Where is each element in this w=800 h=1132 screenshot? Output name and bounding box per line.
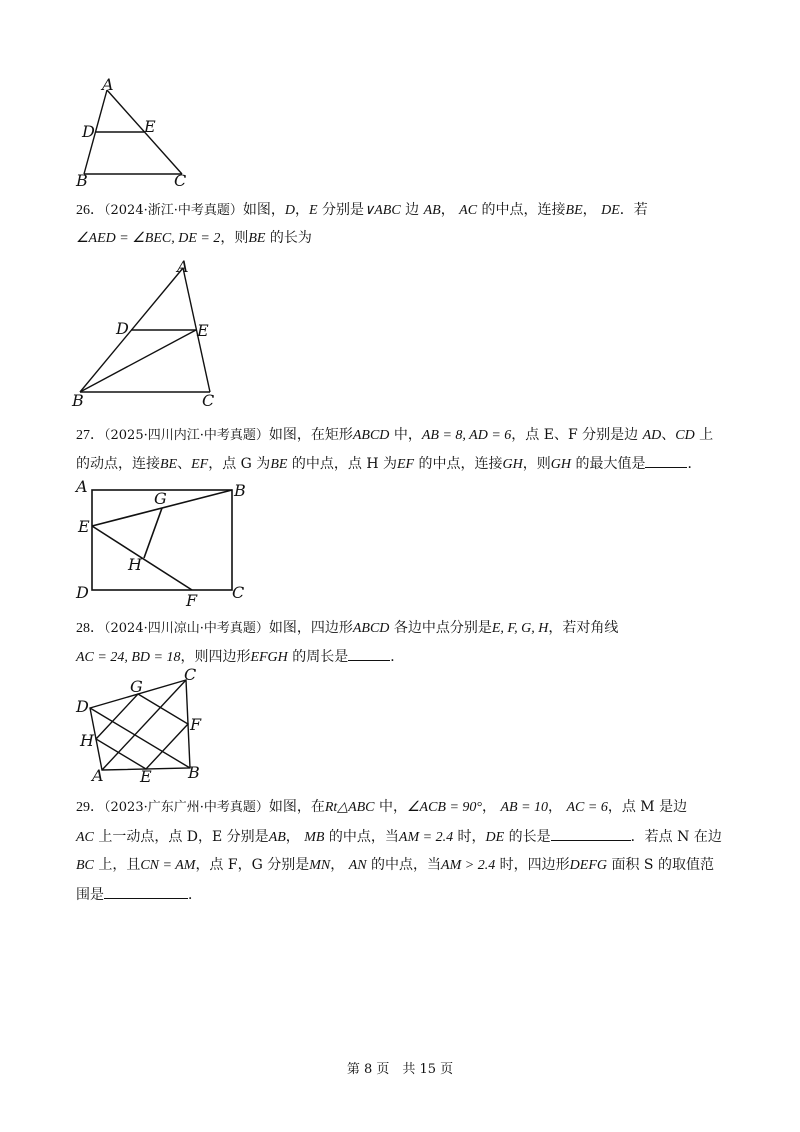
- label-a: A: [76, 478, 88, 496]
- text: 的中点，点 H 为: [287, 456, 397, 472]
- math: EFGH: [250, 650, 288, 665]
- text: 时，: [453, 829, 486, 845]
- math: Rt△ABC: [324, 800, 375, 815]
- label-e: E: [78, 517, 90, 536]
- label-b: B: [188, 763, 200, 782]
- q26-line-1: [76, 200, 648, 221]
- math: AC: [76, 830, 94, 845]
- label-e: E: [197, 321, 209, 340]
- figure-q25-triangle: [70, 76, 200, 190]
- question-number: 26．: [76, 203, 104, 218]
- figure-q27-rectangle: [72, 478, 262, 608]
- q29-line-2: [76, 826, 722, 848]
- math: AC = 24, BD = 18: [76, 650, 181, 665]
- q26-line-2: [76, 228, 312, 249]
- math: MB: [304, 830, 325, 845]
- math: AC: [459, 203, 478, 218]
- label-b: B: [234, 481, 246, 500]
- answer-blank[interactable]: [645, 453, 687, 468]
- segment-gh: [144, 508, 162, 558]
- text: 上，且: [93, 857, 141, 873]
- text: ．: [188, 887, 202, 903]
- math: BE: [248, 231, 266, 246]
- label-g: G: [154, 489, 167, 508]
- label-d: D: [82, 122, 95, 141]
- text: 的中点，当: [324, 829, 399, 845]
- q29-line-3: [76, 855, 714, 876]
- math: DE: [601, 203, 620, 218]
- math: E, F, G, H: [491, 621, 549, 636]
- question-number: 29．: [76, 800, 104, 815]
- answer-blank-de[interactable]: [551, 826, 631, 841]
- text: ，则: [522, 456, 551, 472]
- q29-line-1: [76, 797, 687, 818]
- text: ，则: [220, 230, 249, 246]
- text: 中，: [374, 799, 407, 815]
- text: ．: [390, 649, 405, 665]
- math: AD: [642, 428, 662, 443]
- diagonal-ac: [102, 680, 186, 770]
- text: ．若: [619, 202, 648, 218]
- label-a: A: [102, 76, 114, 94]
- text: 的最大值是: [571, 456, 646, 472]
- math: MN: [309, 858, 331, 873]
- question-number: 27．: [76, 428, 104, 443]
- text: ，: [285, 829, 305, 845]
- q28-line-2: [76, 646, 404, 668]
- text: ，: [440, 202, 460, 218]
- label-c: C: [202, 391, 215, 410]
- text: 边: [400, 202, 424, 218]
- math: AB: [268, 830, 286, 845]
- label-a: A: [92, 766, 104, 784]
- text: 上: [694, 427, 714, 443]
- label-a: A: [177, 257, 189, 276]
- math: AB = 10: [500, 800, 549, 815]
- math: AB: [423, 203, 441, 218]
- text: ，则四边形: [180, 649, 251, 665]
- label-e: E: [140, 767, 152, 784]
- math: E: [308, 203, 318, 218]
- text: ，: [582, 202, 602, 218]
- label-c: C: [232, 583, 245, 602]
- label-c: C: [174, 171, 187, 190]
- text: ，: [548, 799, 567, 815]
- math: AM > 2.4: [441, 858, 496, 873]
- page-footer: 第 8 页 共 15 页: [346, 1062, 454, 1077]
- figure-q28-quadrilateral: [72, 668, 212, 784]
- text: 、: [661, 427, 676, 443]
- text: 的长是: [504, 829, 551, 845]
- math: DE: [485, 830, 505, 845]
- question-source: （2023·广东广州·中考真题）: [104, 800, 269, 815]
- text: 如图，在: [268, 799, 325, 815]
- math: AC = 6: [566, 800, 608, 815]
- label-h: H: [80, 731, 94, 750]
- figure-q26-triangle: [68, 256, 228, 412]
- math: ∠ACB = 90°: [406, 800, 483, 815]
- label-d: D: [76, 697, 89, 716]
- text: ，若对角线: [548, 620, 619, 636]
- q27-line-1: [76, 425, 713, 446]
- math: ∠AED = ∠BEC, DE = 2: [76, 231, 221, 246]
- math: CD: [675, 428, 695, 443]
- label-e: E: [144, 117, 156, 136]
- text: 时，四边形: [495, 857, 570, 873]
- text: 中，: [389, 427, 422, 443]
- text: 围是: [76, 887, 104, 903]
- text: 如图，四边形: [268, 620, 353, 636]
- text: 的周长是: [287, 649, 349, 665]
- math: GH: [502, 457, 523, 472]
- text: ，点 G 为: [208, 456, 271, 472]
- text: ，点 F，G 分别是: [195, 857, 310, 873]
- label-b: B: [72, 391, 84, 410]
- label-f: F: [190, 715, 202, 734]
- text: ，: [330, 857, 349, 873]
- math: D: [284, 203, 295, 218]
- text: ，点 E、F 分别是边: [511, 427, 643, 443]
- text: 的长为: [265, 230, 312, 246]
- text: ．: [687, 456, 702, 472]
- text: 的中点，当: [366, 857, 442, 873]
- math: BE: [160, 457, 178, 472]
- label-h: H: [128, 555, 142, 574]
- text: ．若点 N 在边: [630, 829, 722, 845]
- answer-blank-s[interactable]: [104, 884, 188, 899]
- segment-be: [80, 330, 196, 392]
- q28-line-1: [76, 618, 618, 639]
- question-source: （2024·四川凉山·中考真题）: [104, 621, 269, 636]
- text: 如图，在矩形: [268, 427, 353, 443]
- text: 的动点，连接: [76, 456, 160, 472]
- math: ABCD: [352, 428, 390, 443]
- math: BC: [76, 858, 94, 873]
- text: 各边中点分别是: [389, 620, 492, 636]
- math: ABCD: [352, 621, 390, 636]
- question-number: 28．: [76, 621, 104, 636]
- math: ∨ABC: [364, 203, 401, 218]
- math: AM = 2.4: [398, 830, 454, 845]
- text: 如图，: [242, 202, 285, 218]
- text: 、: [177, 456, 192, 472]
- segment-ef: [92, 526, 192, 590]
- text: ，点 M 是边: [607, 799, 688, 815]
- question-source: （2025·四川内江·中考真题）: [104, 428, 269, 443]
- math: AB = 8, AD = 6: [421, 428, 512, 443]
- text: 面积 S 的取值范: [607, 857, 714, 873]
- math: CN = AM: [140, 858, 196, 873]
- math: GH: [550, 457, 572, 472]
- text: 上一动点，点 D，E 分别是: [93, 829, 269, 845]
- q27-line-2: [76, 453, 701, 475]
- label-d: D: [76, 583, 89, 602]
- math: AN: [348, 858, 367, 873]
- answer-blank[interactable]: [348, 646, 390, 661]
- label-d: D: [116, 319, 129, 338]
- math: EF: [191, 457, 209, 472]
- label-g: G: [130, 677, 143, 696]
- label-c: C: [184, 668, 197, 684]
- text: 分别是: [317, 202, 364, 218]
- text: ，: [482, 799, 501, 815]
- math: EF: [396, 457, 415, 472]
- text: 的中点，连接: [477, 202, 566, 218]
- math: BE: [565, 203, 583, 218]
- q29-line-4: [76, 884, 202, 905]
- question-source: （2024·浙江·中考真题）: [104, 203, 243, 218]
- text: 的中点，连接: [414, 456, 503, 472]
- math: BE: [270, 457, 288, 472]
- math: DEFG: [569, 858, 607, 873]
- label-b: B: [76, 171, 88, 190]
- text: ，: [294, 202, 309, 218]
- label-f: F: [186, 591, 198, 608]
